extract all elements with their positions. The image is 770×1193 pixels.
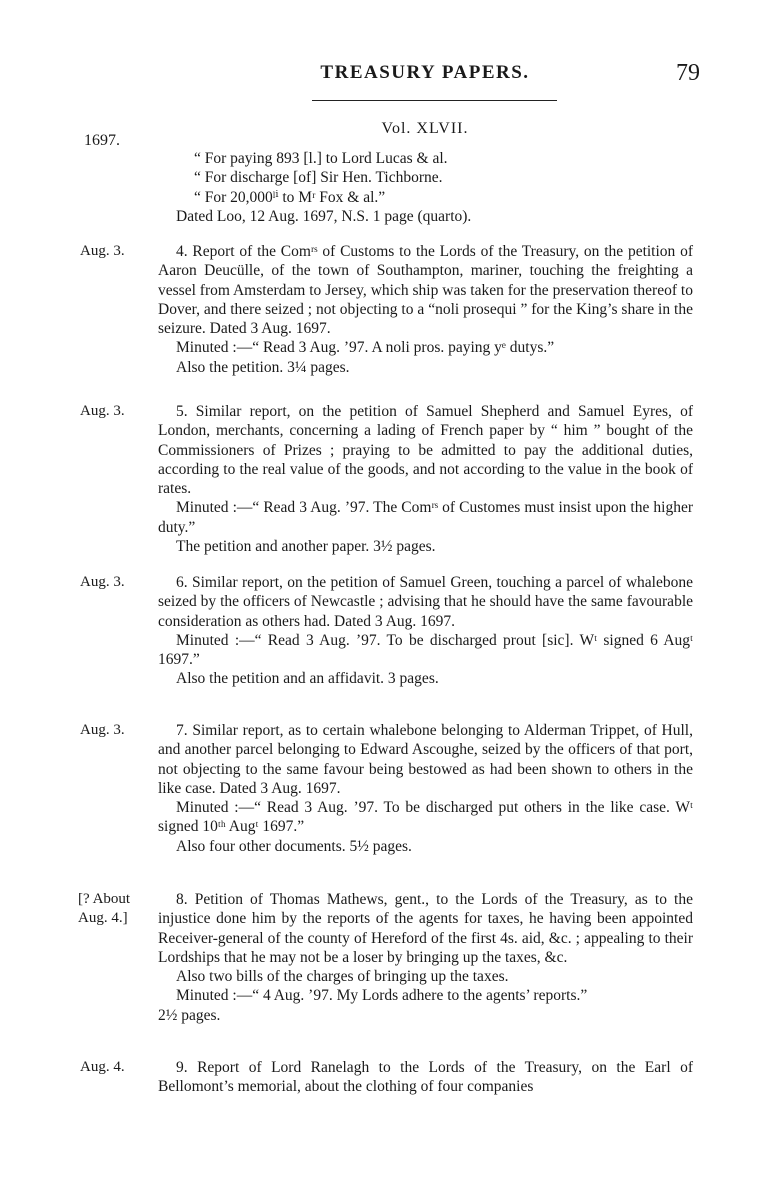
top-dated: Dated Loo, 12 Aug. 1697, N.S. 1 page (quarto). [176,207,472,225]
entry-text: 4. Report of the Comʳˢ of Customs to the Lords of the Treasury, on the petition of Aaron Deucülle, of the town of Southampton, mariner, touching the freighting a vessel from Amsterdam to Jersey, which ship was taken for the preservation thereof to Dover, and there seized ; not objecting to a “noli prosequi ” for the King’s share in the seizure. Dated 3 Aug. 1697. [158,243,693,338]
entry-7 [158,721,693,856]
entry-9 [158,1058,693,1097]
entry-text: 5. Similar report, on the petition of Samuel Shepherd and Samuel Eyres, of London, merchants, concerning a lading of French paper by “ him ” bought of the Commissioners of Prizes ; praying to be admitted to pay the additional duties, according to the real value of the goods, and not according to the value in the book of rates. [158,403,693,498]
entry-also: The petition and another paper. 3½ pages. [176,538,436,556]
page-number: 79 [676,60,700,86]
entry-also: Also four other documents. 5½ pages. [176,837,412,855]
entry-also: Also two bills of the charges of bringing up the taxes. [176,968,509,986]
year-label: 1697. [84,132,120,149]
entry-also: Also the petition and an affidavit. 3 pages. [176,670,439,688]
entry-text: 7. Similar report, as to certain whalebone belonging to Alderman Trippet, of Hull, and another parcel belonging to Edward Ascoughe, seized by the officers of that port, not objecting to the same favour being bestowed as had been shown to others in the like case. Dated 3 Aug. 1697. [158,722,693,797]
running-title: TREASURY PAPERS. [320,62,530,83]
entry-minuted: Minuted :—“ Read 3 Aug. ’97. The Comʳˢ of Customes must insist upon the higher duty.” [158,499,693,536]
volume-label: Vol. XLVII. [381,120,469,137]
top-line: “ For 20,000ˡⁱ to Mʳ Fox & al.” [194,188,386,206]
top-line: “ For paying 893 [l.] to Lord Lucas & al. [194,150,448,167]
entry-date: Aug. 3. [80,403,125,419]
entry-date: Aug. 3. [80,243,125,259]
entry-text: 8. Petition of Thomas Mathews, gent., to the Lords of the Treasury, as to the injustice done him by the reports of the agents for taxes, he having been appointed Receiver-general of the county of Hereford of the first 4s. aid, &c. ; appealing to their Lordships that he may not be a loser by bringing up the taxes, &c. [158,891,693,966]
entry-6 [158,573,693,689]
header-rule [312,100,557,101]
entry-date: [? About Aug. 4.] [78,891,131,926]
top-line: “ For discharge [of] Sir Hen. Tichborne. [194,169,443,187]
entry-4 [158,242,693,377]
entry-date: Aug. 3. [80,722,125,738]
entry-pages: 2½ pages. [158,1006,221,1024]
entry-minuted: Minuted :—“ Read 3 Aug. ’97. A noli pros. paying yᵉ dutys.” [176,339,555,357]
entry-text: 9. Report of Lord Ranelagh to the Lords of the Treasury, on the Earl of Bellomont’s memorial, about the clothing of four companies [158,1059,693,1096]
entry-minuted: Minuted :—“ 4 Aug. ’97. My Lords adhere to the agents’ reports.” [176,987,588,1005]
entry-date: Aug. 3. [80,574,125,590]
entry-minuted: Minuted :—“ Read 3 Aug. ’97. To be discharged prout [sic]. Wᵗ signed 6 Augᵗ 1697.” [158,631,693,669]
entry-text: 6. Similar report, on the petition of Samuel Green, touching a parcel of whalebone seized by the officers of Newcastle ; advising that he should have the same favourable consideration as others had. Dated 3 Aug. 1697. [158,574,693,630]
entry-5 [158,402,693,556]
top-block [158,149,693,226]
entry-8 [158,890,693,1025]
entry-also: Also the petition. 3¼ pages. [176,358,350,376]
entry-minuted: Minuted :—“ Read 3 Aug. ’97. To be discharged put others in the like case. Wᵗ signed 10ᵗʰ Augᵗ 1697.” [158,799,693,836]
entry-date: Aug. 4. [80,1059,125,1075]
